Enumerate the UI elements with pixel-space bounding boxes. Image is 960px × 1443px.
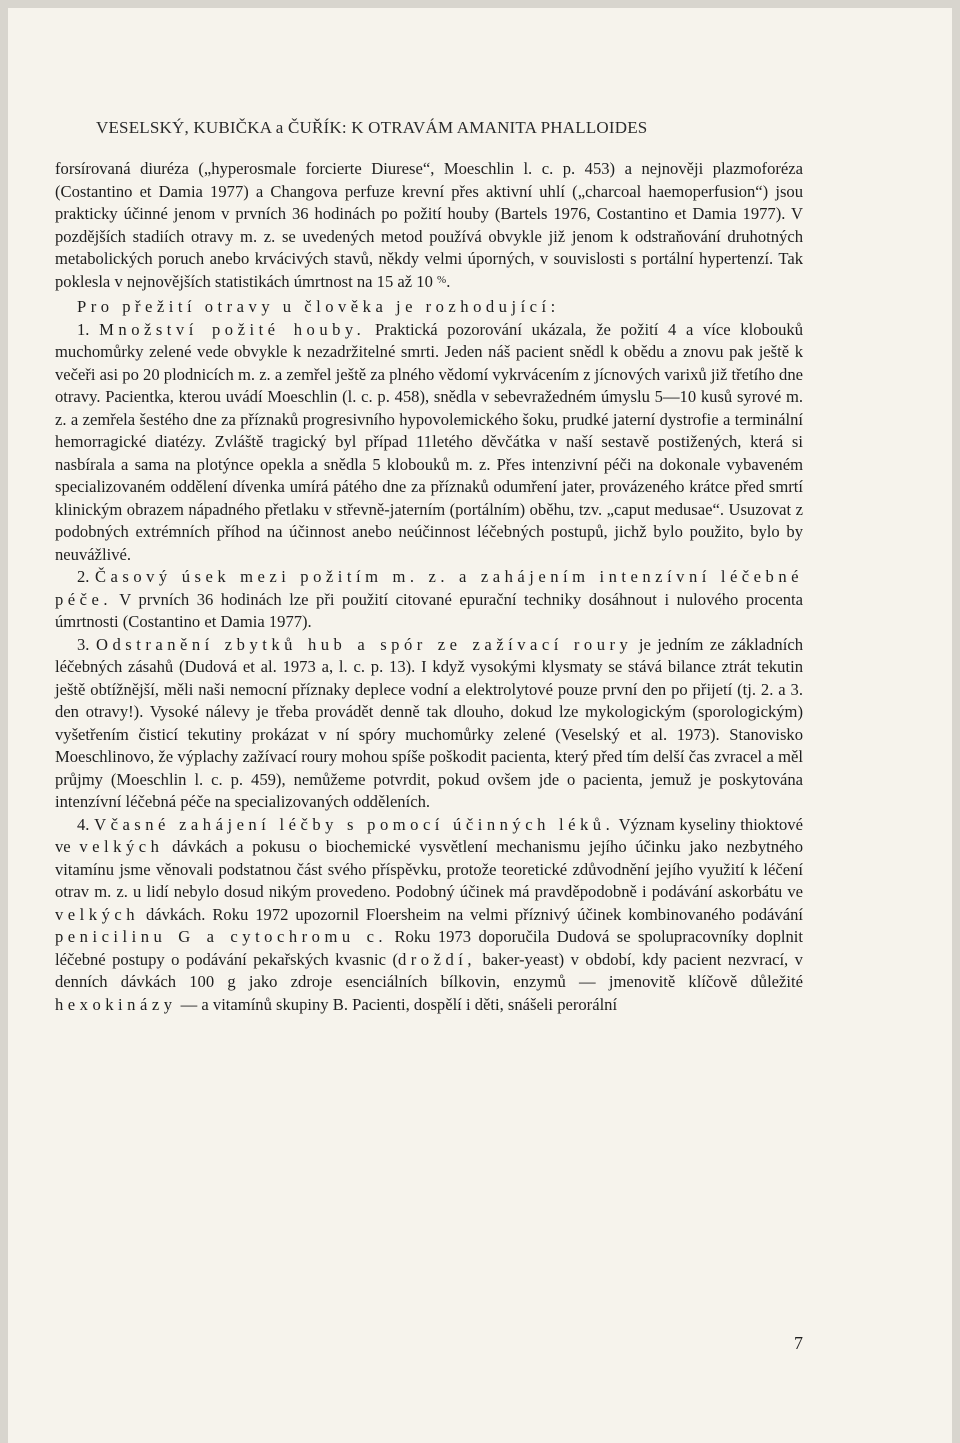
paragraph [55, 158, 803, 293]
running-header: VESELSKÝ, KUBIČKA a ČUŘÍK: K OTRAVÁM AMANITA PHALLOIDES [96, 118, 648, 137]
item-number: 4. [77, 814, 90, 834]
spaced-word: penicilinu G a cytochromu c. [55, 927, 388, 946]
list-item [55, 566, 803, 634]
list-item [55, 319, 803, 567]
item-text: V prvních 36 hodinách lze při použití citované epurační techniky dosáhnout i nulového procenta úmrtnosti (Costantino et Damia 1977). [55, 589, 803, 631]
item-text: Význam kyseliny thioktové ve [55, 814, 803, 856]
item-text: je jedním ze základních léčebných zásahů (Dudová et al. 1973 a, l. c. p. 13). I když vysokými klysmaty se stává bilance ztrát tekutin ještě obtížnější, měli naši nemocní příznaky deplece vodní a elektrolytové pouze první den po přijetí (tj. 2. a 3. den otravy!). Vysoké nálevy je třeba provádět denně tak dlouho, dokud lze mykologickým (sporologickým) vyšetřením čisticí tekutiny prokázat v ní spóry muchomůrky zelené (Veselský et al. 1973). Stanovisko Moeschlinovo, že výplachy zažívací roury mohou spíše poškodit pacienta, který před tím delší čas zvracel a měl průjmy (Moeschlin l. c. p. 459), nemůžeme potvrdit, pokud ovšem jde o pacienta, jemuž je poskytována intenzívní léčebná péče na specializovaných odděleních. [55, 634, 804, 811]
item-text: dávkách a pokusu o biochemické vysvětlení mechanismu jejího účinku jako nezbytného vitamínu jsme věnovali podstatnou část svého příspěvku, protože teoretické zdůvodnění jejího využití k léčení otrav m. z. u lidí nebylo dosud nikým provedeno. Podobný účinek má pravděpodobně i podávání askorbátu ve [55, 837, 803, 901]
body-text [55, 158, 803, 1016]
paragraph-end: . [446, 271, 451, 291]
page-number: 7 [794, 1333, 803, 1353]
item-text: Roku 1973 doporučila Dudová se spolupracovníky doplnit léčebné postupy o podávání pekařských kvasnic ( [55, 927, 803, 969]
spaced-word: velkých [79, 837, 164, 856]
paragraph-text: forsírovaná diuréza („hyperosmale forcierte Diurese“, Moeschlin l. c. p. 453) a nejnověji plazmoforéza (Costantino et Damia 1977) a Changova perfuze krevní přes aktivní uhlí („charcoal haemoperfusion“) jsou prakticky účinné jenom v prvních 36 hodinách po požití houby (Bartels 1976, Costantino et Damia 1977). V pozdějších stadiích otravy m. z. se uvedených metod používá obvykle již jenom k odstraňování druhotných metabolických poruch anebo krvácivých stavů, někdy velmi úporných, v souvislosti s portální hypertenzí. Tak poklesla v nejnovějších statistikách úmrtnost na 15 až 10 [55, 159, 803, 291]
item-number: 1. [77, 319, 90, 339]
item-title: Odstranění zbytků hub a spór ze zažívací roury [95, 634, 633, 654]
item-title: Včasné zahájení léčby s pomocí účinných léků. [94, 814, 615, 834]
survival-heading: Pro přežití otravy u člověka je rozhodující: [77, 297, 560, 316]
spaced-word: velkých [55, 904, 140, 924]
item-text: Praktická pozorování ukázala, že požití 4 a více klobouků muchomůrky zelené vede obvykle k nezadržitelné smrti. Jeden náš pacient snědl k obědu a znovu pak ještě k večeři asi po 20 plodnicích m. z. a zemřel ještě za plného vědomí vykrvácením z jícnových varixů již třetího dne otravy. Pacientka, kterou uvádí Moeschlin (l. c. p. 458), snědla v sebevražedném úmyslu 5—10 kusů syrové m. z. a zemřela šestého dne za příznaků progresivního hypovolemického šoku, prudké jaterní dystrofie a terminální hemorragické diatézy. Zvláště tragický byl případ 11letého děvčátka v naší sestavě postižených, která si nasbírala a sama na plotýnce opekla a snědla 5 klobouků m. z. Přes intenzivní péči na dokonale vybaveném specializovaném oddělení dívenka umírá pátého dne za příznaků odumření jater, provázeného krátce před smrtí klinickým obrazem nápadného přetlaku v střevně-jaterním (portálním) oběhu, tzv. „caput medusae“. Usuzovat z podobných extrémních příhod na účinnost anebo neúčinnost léčebných postupů, jichž bylo použito, bylo by neuvážlivé. [55, 319, 803, 564]
percent-sign: % [437, 273, 447, 286]
item-title: Časový úsek mezi požitím m. z. a zahájením intenzívní léčebné péče. [55, 567, 803, 609]
item-text: — a vitamínů skupiny B. Pacienti, dospělí i děti, snášeli perorální [176, 994, 618, 1014]
item-number: 2. [77, 567, 90, 586]
spaced-word: hexokinázy [55, 994, 177, 1014]
section-heading [55, 296, 803, 319]
spaced-word: droždí, [397, 949, 477, 969]
list-item [55, 814, 803, 1017]
item-text: dávkách. Roku 1972 upozornil Floersheim na velmi příznivý účinek kombinovaného podávání [139, 904, 803, 924]
item-number: 3. [77, 634, 90, 654]
item-title: Množství požité houby. [99, 319, 366, 339]
list-item [55, 634, 803, 814]
item-text: baker-yeast) v období, kdy pacient nezvrací, v denních dávkách 100 g jako zdroje esenciálních bílkovin, enzymů — jmenovitě klíčově důležité [55, 949, 803, 991]
